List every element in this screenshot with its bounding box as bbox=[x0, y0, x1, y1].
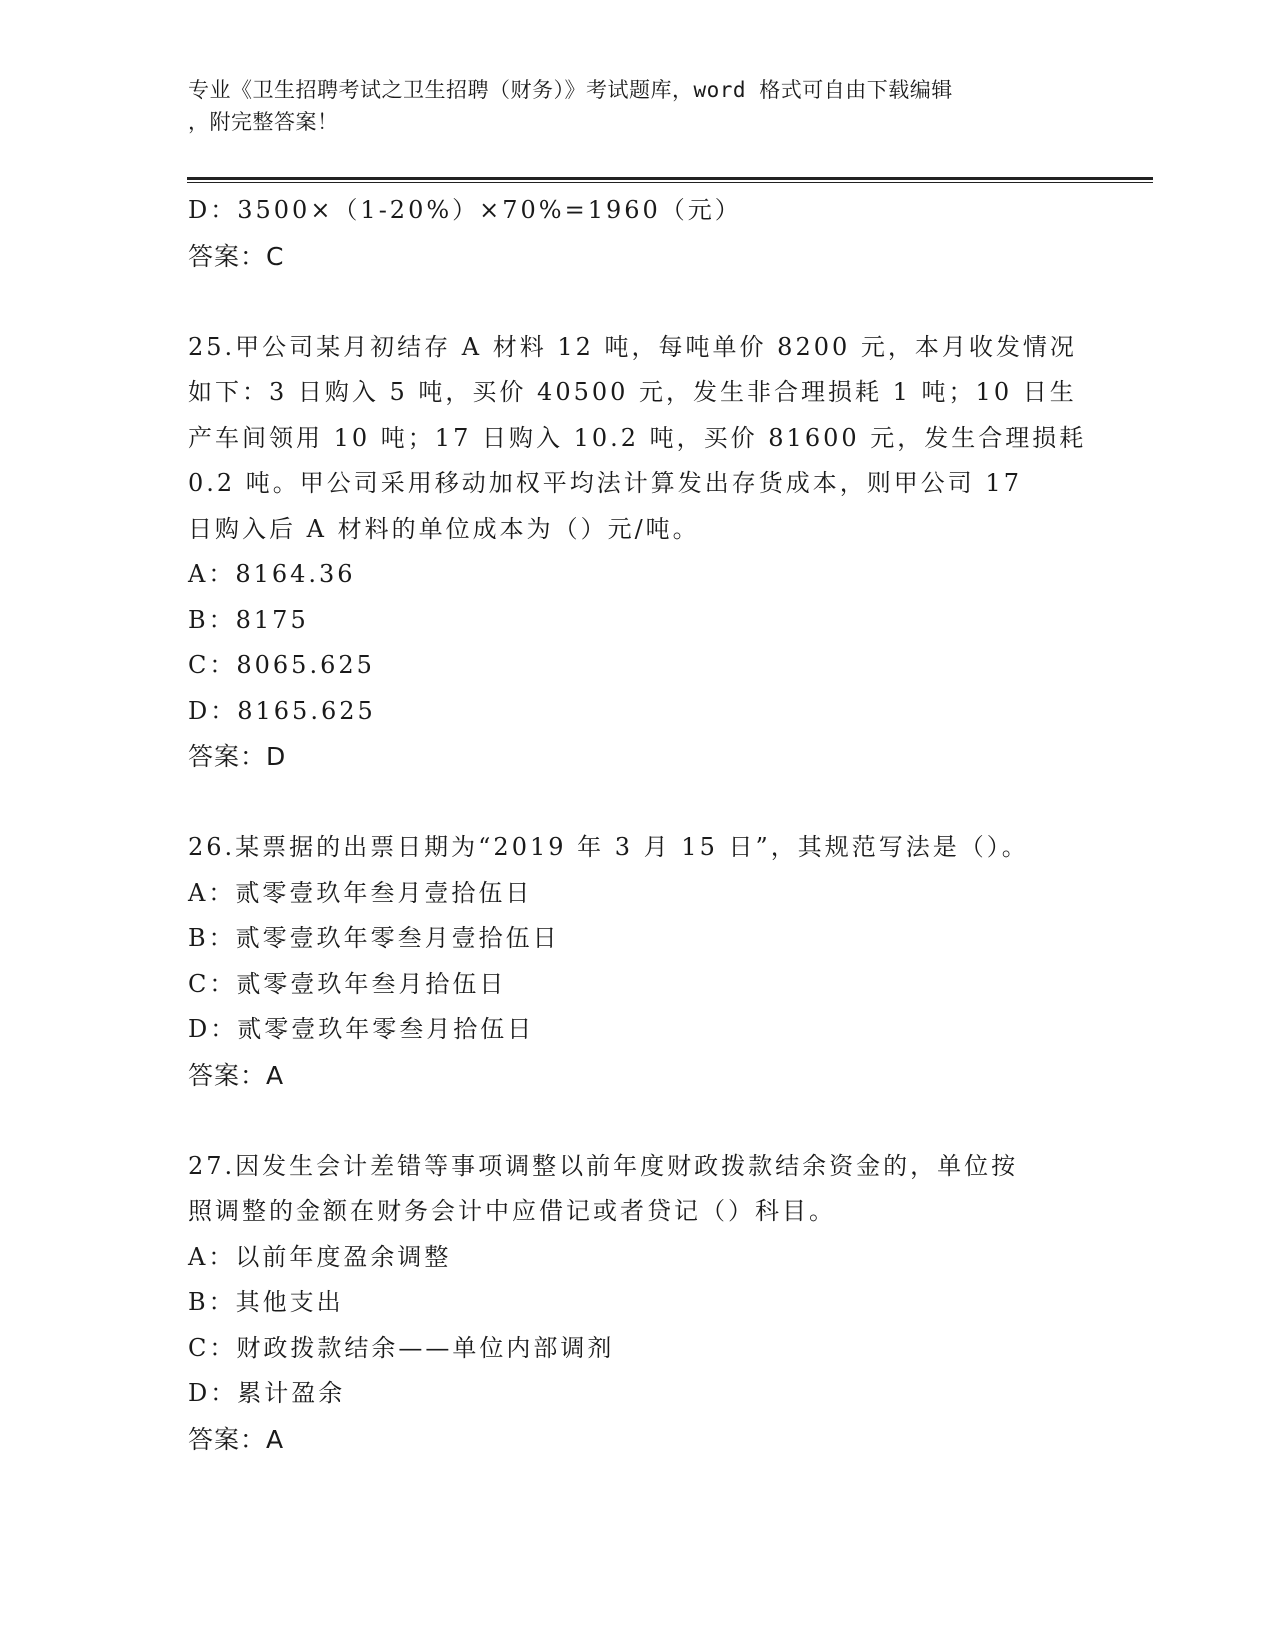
question-stem-line: 照调整的金额在财务会计中应借记或者贷记（）科目。 bbox=[188, 1197, 836, 1225]
spacer bbox=[188, 1098, 1068, 1144]
option-a: A：贰零壹玖年叁月壹拾伍日 bbox=[188, 878, 533, 907]
question-stem-line: 25.甲公司某月初结存 A 材料 12 吨，每吨单价 8200 元，本月收发情况 bbox=[188, 332, 1077, 361]
question-stem-line: 产车间领用 10 吨；17 日购入 10.2 吨，买价 81600 元，发生合理损耗 bbox=[188, 423, 1087, 452]
question-stem-line: 26.某票据的出票日期为“2019 年 3 月 15 日”，其规范写法是（）。 bbox=[188, 833, 1029, 861]
spacer bbox=[188, 780, 1068, 826]
spacer bbox=[188, 279, 1068, 325]
question-stem-line: 日购入后 A 材料的单位成本为（）元/吨。 bbox=[188, 514, 700, 543]
option-b: B：其他支出 bbox=[188, 1288, 344, 1316]
answer-line: 答案：A bbox=[188, 1060, 285, 1090]
header-rule-thin bbox=[187, 182, 1153, 183]
option-c: C：8065.625 bbox=[188, 651, 375, 679]
document-body bbox=[188, 188, 1087, 1462]
header-line-1: 专业《卫生招聘考试之卫生招聘（财务）》考试题库，word 格式可自由下载编辑 bbox=[188, 78, 953, 102]
option-d: D：累计盈余 bbox=[188, 1379, 346, 1407]
answer-line: 答案：D bbox=[188, 742, 287, 771]
question-stem-line: 27.因发生会计差错等事项调整以前年度财政拨款结余资金的，单位按 bbox=[188, 1151, 1019, 1180]
answer-line: 答案：C bbox=[188, 241, 285, 271]
option-c: C：贰零壹玖年叁月拾伍日 bbox=[188, 969, 507, 998]
question-27 bbox=[188, 1144, 1068, 1463]
option-a: A：8164.36 bbox=[188, 560, 356, 588]
option-c: C：财政拨款结余——单位内部调剂 bbox=[188, 1333, 615, 1362]
question-26 bbox=[188, 825, 1068, 1098]
question-stem-line: 0.2 吨。甲公司采用移动加权平均法计算发出存货成本，则甲公司 17 bbox=[188, 469, 1022, 497]
option-b: B：贰零壹玖年零叁月壹拾伍日 bbox=[188, 924, 560, 952]
question-25 bbox=[188, 325, 1087, 780]
option-d: D：3500×（1-20%）×70%=1960（元） bbox=[188, 196, 742, 224]
prev-question-block bbox=[188, 188, 1068, 279]
option-b: B：8175 bbox=[188, 605, 309, 634]
question-stem-line: 如下：3 日购入 5 吨，买价 40500 元，发生非合理损耗 1 吨；10 日生 bbox=[188, 378, 1077, 406]
option-d: D：贰零壹玖年零叁月拾伍日 bbox=[188, 1015, 535, 1043]
document-header bbox=[188, 74, 1068, 138]
header-line-2: ，附完整答案！ bbox=[188, 110, 339, 134]
header-rule-thick bbox=[187, 177, 1153, 180]
option-d: D：8165.625 bbox=[188, 696, 376, 725]
answer-line: 答案：A bbox=[188, 1424, 285, 1454]
option-a: A：以前年度盈余调整 bbox=[188, 1242, 452, 1271]
